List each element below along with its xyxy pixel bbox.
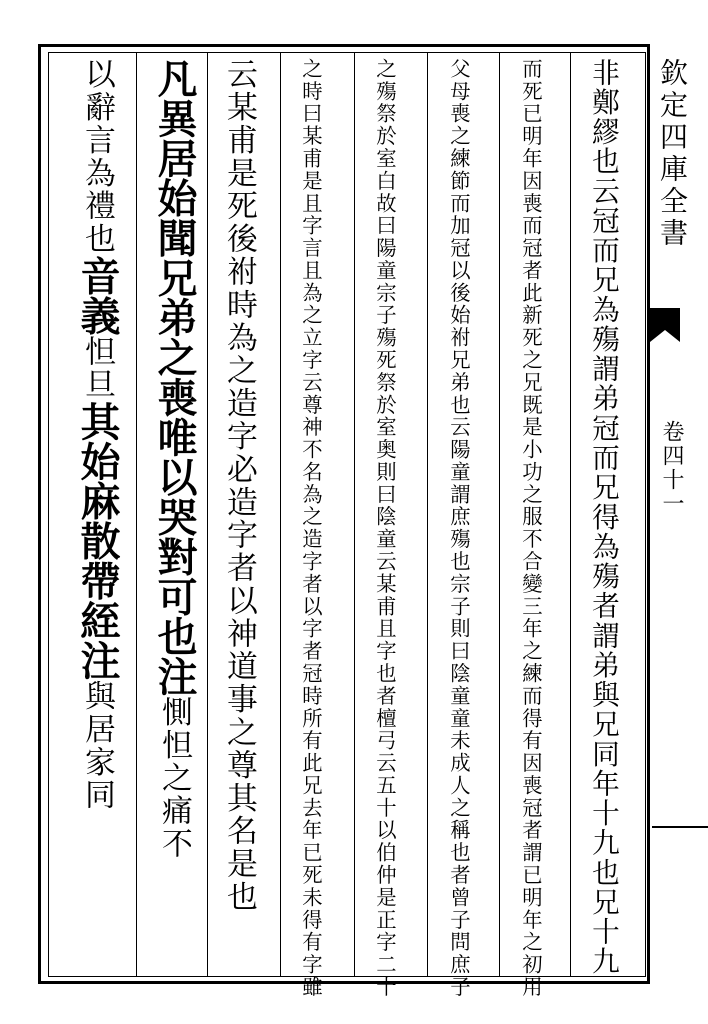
fishtail-mark-icon [650, 308, 680, 342]
text-column-5: 之時曰某甫是且字言且為之立字云尊神不名為之造字者以字者冠時所有此兄去年已死未得有字雖 [299, 58, 323, 999]
column-rule [570, 52, 571, 977]
column-rule [499, 52, 500, 977]
text-column-last: 以辭言為禮也音義怛旦其始麻散帶絰注與居家同 [74, 58, 120, 812]
column-rule [354, 52, 355, 977]
column-rule [136, 52, 137, 977]
margin-volume-number: 卷四十一 [659, 420, 684, 516]
text-column-1: 非鄭繆也云冠而兄為殤謂弟冠而兄得為殤者謂弟與兄同年十九也兄十九 [587, 58, 620, 977]
column-rule [207, 52, 208, 977]
main-text-column: 凡異居始聞兄弟之喪唯以哭對可也注惻怛之痛不 [151, 58, 197, 861]
column-rule [427, 52, 428, 977]
text-frame [48, 52, 646, 999]
text-column-2: 而死已明年因喪而冠者此新死之兄既是小功之服不合變三年之練而得有因喪冠者謂已明年之初用 [519, 58, 543, 999]
text-column-6: 云某甫是死後祔時為之造字必造字者以神道事之尊其名是也 [221, 58, 257, 914]
margin-rule [652, 826, 708, 828]
margin-book-title: 欽定四庫全書 [656, 58, 689, 250]
text-column-3: 父母喪之練節而加冠以後始祔兄弟也云陽童謂庶殤也宗子則曰陰童童未成人之稱也者曾子問庶子 [447, 58, 471, 999]
text-column-4: 之殤祭於室白故曰陽童宗子殤死祭於室奥則曰陰童云某甫且字也者檀弓云五十以伯仲是正字二十 [373, 58, 397, 999]
column-rule [280, 52, 281, 977]
